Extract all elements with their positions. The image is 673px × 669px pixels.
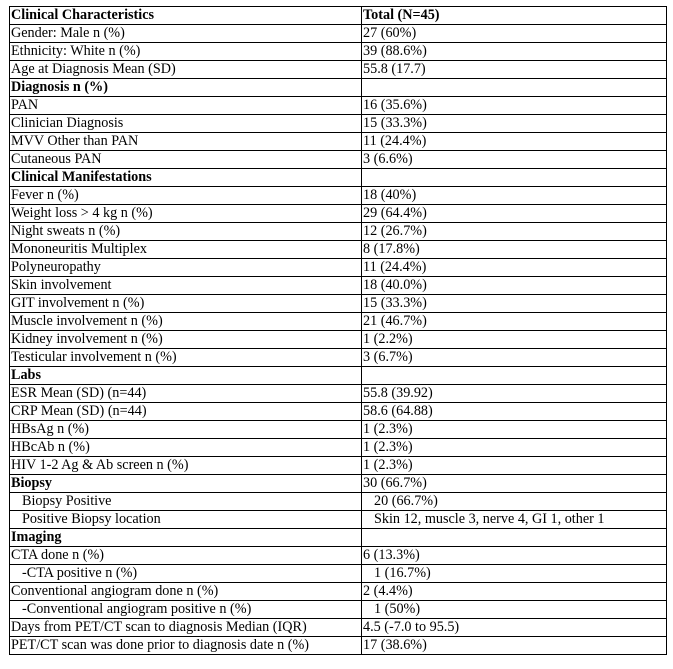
- table-row: [10, 43, 667, 61]
- table-row: [10, 349, 667, 367]
- header-characteristic: Clinical Characteristics: [10, 7, 362, 25]
- row-value: 55.8 (39.92): [362, 385, 667, 403]
- row-value: 17 (38.6%): [362, 637, 667, 655]
- row-label: -Conventional angiogram positive n (%): [10, 601, 362, 619]
- section-heading-diagnosis: Diagnosis n (%): [10, 79, 362, 97]
- row-label: CRP Mean (SD) (n=44): [10, 403, 362, 421]
- row-label: PET/CT scan was done prior to diagnosis date n (%): [10, 637, 362, 655]
- table-row: [10, 601, 667, 619]
- table-row: [10, 547, 667, 565]
- row-label: Weight loss > 4 kg n (%): [10, 205, 362, 223]
- row-label: Conventional angiogram done n (%): [10, 583, 362, 601]
- section-row: [10, 79, 667, 97]
- table-row: [10, 457, 667, 475]
- header-row: [10, 7, 667, 25]
- row-label: Skin involvement: [10, 277, 362, 295]
- table-row: [10, 187, 667, 205]
- table-row: [10, 151, 667, 169]
- table-row: [10, 259, 667, 277]
- row-value: 4.5 (-7.0 to 95.5): [362, 619, 667, 637]
- table-row: [10, 25, 667, 43]
- row-label: CTA done n (%): [10, 547, 362, 565]
- row-label: Cutaneous PAN: [10, 151, 362, 169]
- row-value: 1 (2.3%): [362, 439, 667, 457]
- section-row: [10, 169, 667, 187]
- row-value: 1 (2.3%): [362, 457, 667, 475]
- header-total: Total (N=45): [362, 7, 667, 25]
- section-heading-biopsy: Biopsy: [10, 475, 362, 493]
- table-row: [10, 511, 667, 529]
- row-label: -CTA positive n (%): [10, 565, 362, 583]
- row-value: 16 (35.6%): [362, 97, 667, 115]
- table-row: [10, 277, 667, 295]
- section-heading-labs: Labs: [10, 367, 362, 385]
- row-label: Polyneuropathy: [10, 259, 362, 277]
- row-value: 11 (24.4%): [362, 133, 667, 151]
- section-heading-imaging: Imaging: [10, 529, 362, 547]
- table-row: [10, 241, 667, 259]
- row-label: Gender: Male n (%): [10, 25, 362, 43]
- row-value: [362, 529, 667, 547]
- table-row: [10, 331, 667, 349]
- row-value: 27 (60%): [362, 25, 667, 43]
- table-row: [10, 637, 667, 655]
- table-row: [10, 619, 667, 637]
- row-value: 20 (66.7%): [362, 493, 667, 511]
- table-row: [10, 583, 667, 601]
- row-label: ESR Mean (SD) (n=44): [10, 385, 362, 403]
- row-value: [362, 79, 667, 97]
- table-row: [10, 61, 667, 79]
- section-row: [10, 529, 667, 547]
- row-label: Days from PET/CT scan to diagnosis Median (IQR): [10, 619, 362, 637]
- row-label: Mononeuritis Multiplex: [10, 241, 362, 259]
- row-label: GIT involvement n (%): [10, 295, 362, 313]
- row-value: 1 (16.7%): [362, 565, 667, 583]
- table-row: [10, 295, 667, 313]
- row-value: 18 (40.0%): [362, 277, 667, 295]
- section-heading-clinical-manifestations: Clinical Manifestations: [10, 169, 362, 187]
- row-value: 3 (6.6%): [362, 151, 667, 169]
- table-row: [10, 223, 667, 241]
- row-value: 58.6 (64.88): [362, 403, 667, 421]
- row-label: Muscle involvement n (%): [10, 313, 362, 331]
- row-label: HBsAg n (%): [10, 421, 362, 439]
- row-value: 1 (2.2%): [362, 331, 667, 349]
- table-row: [10, 421, 667, 439]
- row-value: [362, 169, 667, 187]
- row-value: 39 (88.6%): [362, 43, 667, 61]
- row-label: Kidney involvement n (%): [10, 331, 362, 349]
- table-row: [10, 403, 667, 421]
- row-value: 1 (2.3%): [362, 421, 667, 439]
- row-value: 30 (66.7%): [362, 475, 667, 493]
- row-label: Biopsy Positive: [10, 493, 362, 511]
- row-value: 6 (13.3%): [362, 547, 667, 565]
- row-label: Age at Diagnosis Mean (SD): [10, 61, 362, 79]
- row-label: MVV Other than PAN: [10, 133, 362, 151]
- row-value: 29 (64.4%): [362, 205, 667, 223]
- row-label: Positive Biopsy location: [10, 511, 362, 529]
- clinical-characteristics-table: [9, 6, 667, 655]
- row-value: 12 (26.7%): [362, 223, 667, 241]
- section-row: [10, 367, 667, 385]
- row-label: Night sweats n (%): [10, 223, 362, 241]
- table-row: [10, 115, 667, 133]
- table-row: [10, 133, 667, 151]
- row-value: 21 (46.7%): [362, 313, 667, 331]
- row-label: HBcAb n (%): [10, 439, 362, 457]
- table-row: [10, 493, 667, 511]
- row-label: Testicular involvement n (%): [10, 349, 362, 367]
- row-label: Clinician Diagnosis: [10, 115, 362, 133]
- table-row: [10, 205, 667, 223]
- table-row: [10, 385, 667, 403]
- row-value: 15 (33.3%): [362, 295, 667, 313]
- row-value: [362, 367, 667, 385]
- table-row: [10, 439, 667, 457]
- row-label: PAN: [10, 97, 362, 115]
- section-row: [10, 475, 667, 493]
- row-value: 55.8 (17.7): [362, 61, 667, 79]
- row-value: 3 (6.7%): [362, 349, 667, 367]
- row-value: 11 (24.4%): [362, 259, 667, 277]
- row-label: Ethnicity: White n (%): [10, 43, 362, 61]
- row-value: 18 (40%): [362, 187, 667, 205]
- row-value: 1 (50%): [362, 601, 667, 619]
- table-row: [10, 313, 667, 331]
- table-row: [10, 565, 667, 583]
- row-value: 2 (4.4%): [362, 583, 667, 601]
- row-label: HIV 1-2 Ag & Ab screen n (%): [10, 457, 362, 475]
- table-row: [10, 97, 667, 115]
- row-value: Skin 12, muscle 3, nerve 4, GI 1, other 1: [362, 511, 667, 529]
- row-value: 15 (33.3%): [362, 115, 667, 133]
- row-value: 8 (17.8%): [362, 241, 667, 259]
- row-label: Fever n (%): [10, 187, 362, 205]
